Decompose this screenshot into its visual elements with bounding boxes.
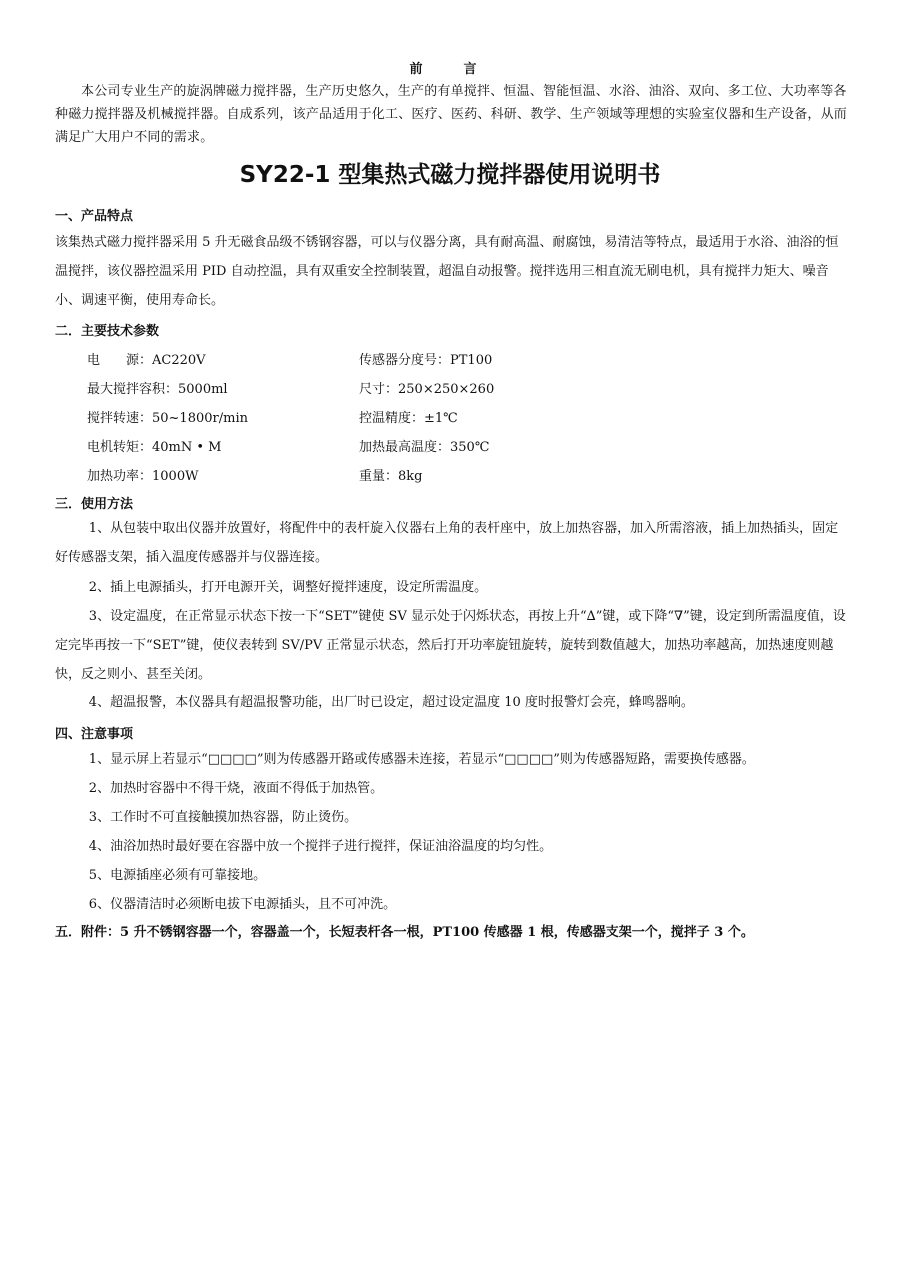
note-item: 4、油浴加热时最好要在容器中放一个搅拌子进行搅拌，保证油浴温度的均匀性。 (88, 839, 553, 854)
document-title: SY22-1 型集热式磁力搅拌器使用说明书 (239, 162, 661, 188)
note-item: 3、工作时不可直接触摸加热容器，防止烫伤。 (88, 810, 358, 825)
spec-left: 搅拌转速：50~1800r/min (87, 411, 248, 426)
note-item: 6、仪器清洁时必须断电拔下电源插头，且不可冲洗。 (88, 897, 397, 912)
usage-item: 2、插上电源插头，打开电源开关，调整好搅拌速度，设定所需温度。 (88, 580, 488, 595)
section-1-text: 该集热式磁力搅拌器采用 5 升无磁食品级不锈钢容器，可以与仪器分离，具有耐高温、耐腐蚀，易清洁等特点，最适用于水浴、油浴的恒温搅拌，该仪器控温采用 PID 自动控温，具有双重安全控制装置，超温自动报警。搅拌选用三相直流无刷电机，具有搅拌力矩大、噪音小、调速平衡，使用寿命长。 (55, 235, 839, 308)
section-2-heading: 二．主要技术参数 (55, 324, 160, 339)
spec-left: 电 源：AC220V (87, 353, 206, 368)
preface-text: 本公司专业生产的旋涡牌磁力搅拌器，生产历史悠久，生产的有单搅拌、恒温、智能恒温、水浴、油浴、双向、多工位、大功率等各种磁力搅拌器及机械搅拌器。自成系列，该产品适用于化工、医疗、医药、科研、教学、生产领域等理想的实验室仪器和生产设备，从而满足广大用户不同的需求。 (55, 84, 848, 145)
usage-item: 4、超温报警，本仪器具有超温报警功能，出厂时已设定，超过设定温度 10 度时报警灯会亮，蜂鸣器响。 (88, 695, 694, 710)
section-3-heading: 三．使用方法 (55, 497, 134, 512)
usage-item: 1、从包装中取出仪器并放置好，将配件中的表杆旋入仪器右上角的表杆座中，放上加热容器，加入所需溶液，插上加热插头，固定好传感器支架，插入温度传感器并与仪器连接。 (55, 521, 839, 565)
spec-left: 加热功率：1000W (87, 469, 199, 484)
note-item: 5、电源插座必须有可靠接地。 (88, 868, 267, 883)
spec-right: 加热最高温度：350℃ (359, 440, 490, 455)
spec-right: 尺寸：250×250×260 (359, 382, 495, 397)
section-5-accessories: 五．附件：5 升不锈钢容器一个，容器盖一个，长短表杆各一根，PT100 传感器 1 根，传感器支架一个，搅拌子 3 个。 (55, 925, 754, 940)
note-item: 2、加热时容器中不得干烧，液面不得低于加热管。 (88, 781, 384, 796)
usage-item: 3、设定温度，在正常显示状态下按一下“SET”键使 SV 显示处于闪烁状态，再按上升“∆”键，或下降“∇”键，设定到所需温度值，设定完毕再按一下“SET”键，使仪表转到 SV/PV 正常显示状态，然后打开功率旋钮旋转，旋转到数值越大，加热功率越高，加热速度则越快，反之则小、甚至关闭。 (55, 609, 846, 682)
note-item: 1、显示屏上若显示“□□□□”则为传感器开路或传感器未连接，若显示“□□□□”则为传感器短路，需要换传感器。 (88, 752, 755, 767)
preface-title: 前 言 (409, 62, 491, 77)
spec-right: 传感器分度号：PT100 (359, 353, 493, 368)
spec-right: 重量：8kg (359, 469, 423, 484)
section-1-heading: 一、产品特点 (55, 209, 134, 224)
spec-left: 最大搅拌容积：5000ml (87, 382, 228, 397)
section-4-heading: 四、注意事项 (55, 727, 134, 742)
spec-right: 控温精度：±1℃ (359, 411, 458, 426)
spec-left: 电机转矩：40mN • M (87, 440, 222, 455)
